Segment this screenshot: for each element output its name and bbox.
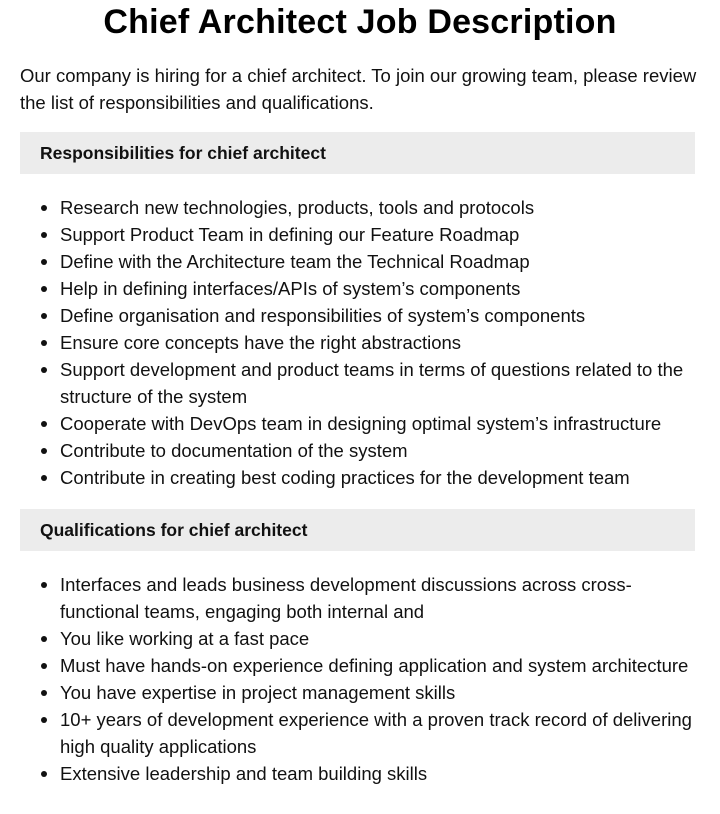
list-item	[20, 248, 695, 275]
bullet-icon	[41, 448, 47, 454]
bullet-icon	[41, 717, 47, 723]
list-item-text: Support Product Team in defining our Feature Roadmap	[60, 224, 520, 245]
list-item	[20, 329, 695, 356]
qualifications-list	[20, 571, 700, 787]
list-item	[20, 410, 695, 437]
list-item	[20, 275, 695, 302]
list-item-text: You have expertise in project management skills	[60, 682, 456, 703]
list-item	[20, 571, 695, 625]
list-item-text: Must have hands-on experience defining application and system architecture	[60, 655, 689, 676]
list-item-text: Cooperate with DevOps team in designing optimal system’s infrastructure	[60, 413, 662, 434]
list-item-text: Extensive leadership and team building skills	[60, 763, 428, 784]
list-item-text: Ensure core concepts have the right abstractions	[60, 332, 462, 353]
list-item	[20, 706, 695, 760]
list-item-text: 10+ years of development experience with a proven track record of delivering high quality applications	[60, 709, 692, 757]
responsibilities-list	[20, 194, 700, 491]
bullet-icon	[41, 475, 47, 481]
list-item-text: Research new technologies, products, tools and protocols	[60, 197, 535, 218]
bullet-icon	[41, 421, 47, 427]
list-item	[20, 437, 695, 464]
list-item	[20, 679, 695, 706]
bullet-icon	[41, 340, 47, 346]
intro-paragraph: Our company is hiring for a chief architect. To join our growing team, please review the list of responsibilities and qualifications.	[20, 65, 697, 113]
bullet-icon	[41, 582, 47, 588]
responsibilities-heading-text: Responsibilities for chief architect	[40, 142, 326, 163]
list-item-text: Help in defining interfaces/APIs of system’s components	[60, 278, 521, 299]
qualifications-heading	[20, 509, 695, 551]
bullet-icon	[41, 286, 47, 292]
list-item-text: Contribute to documentation of the system	[60, 440, 408, 461]
list-item	[20, 356, 695, 410]
list-item-text: Support development and product teams in terms of questions related to the structure of the system	[60, 359, 684, 407]
list-item	[20, 464, 695, 491]
bullet-icon	[41, 205, 47, 211]
bullet-icon	[41, 663, 47, 669]
bullet-icon	[41, 771, 47, 777]
list-item	[20, 194, 695, 221]
list-item-text: Define with the Architecture team the Technical Roadmap	[60, 251, 530, 272]
page-title: Chief Architect Job Description	[103, 3, 617, 41]
bullet-icon	[41, 232, 47, 238]
list-item-text: You like working at a fast pace	[60, 628, 310, 649]
list-item-text: Define organisation and responsibilities of system’s components	[60, 305, 586, 326]
list-item	[20, 652, 695, 679]
bullet-icon	[41, 367, 47, 373]
qualifications-heading-text: Qualifications for chief architect	[40, 519, 308, 540]
list-item-text: Interfaces and leads business development discussions across cross-functional teams, engaging both internal and	[60, 574, 632, 622]
list-item	[20, 625, 695, 652]
list-item	[20, 221, 695, 248]
bullet-icon	[41, 690, 47, 696]
list-item-text: Contribute in creating best coding practices for the development team	[60, 467, 630, 488]
list-item	[20, 760, 695, 787]
bullet-icon	[41, 259, 47, 265]
list-item	[20, 302, 695, 329]
bullet-icon	[41, 313, 47, 319]
responsibilities-heading	[20, 132, 695, 174]
bullet-icon	[41, 636, 47, 642]
